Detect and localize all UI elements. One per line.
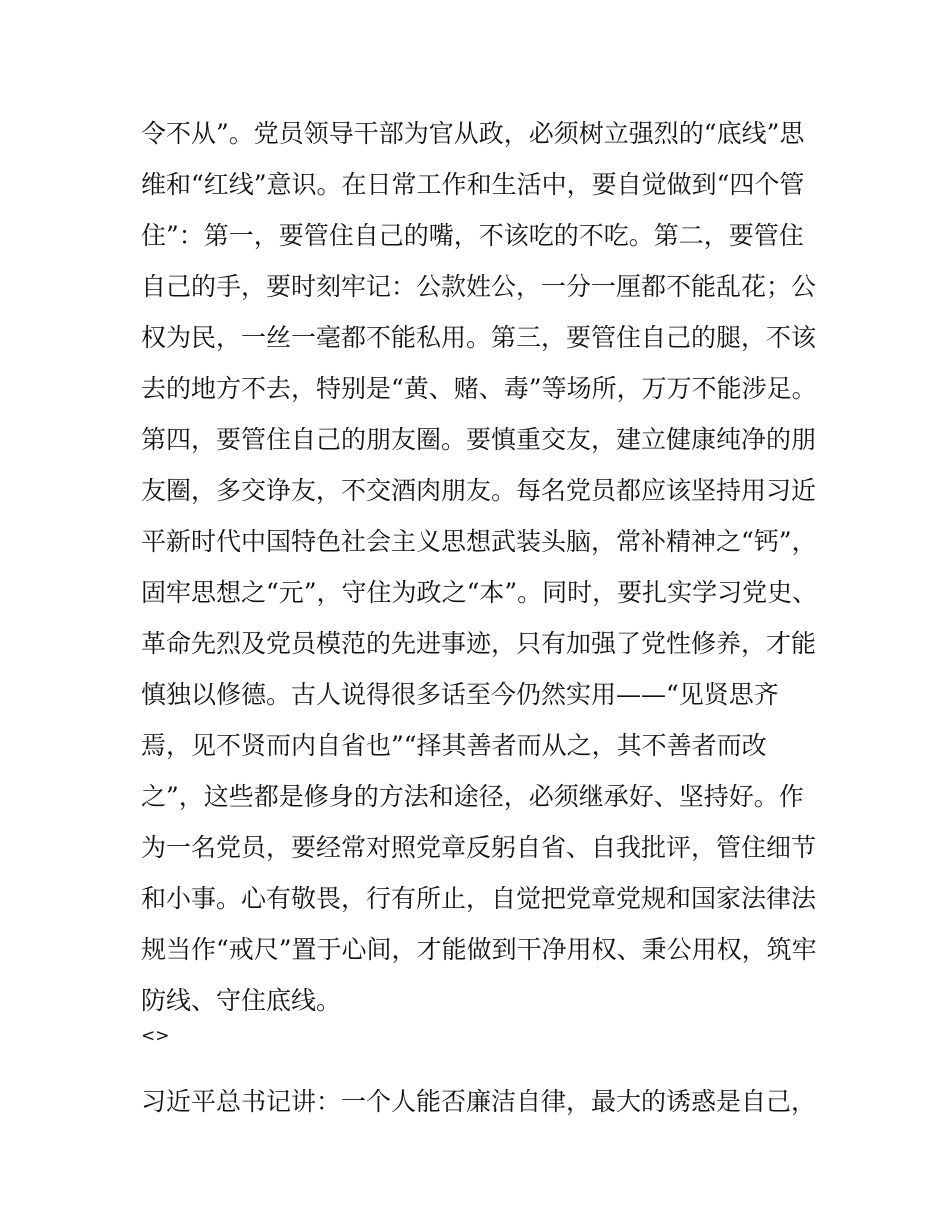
paragraph-line: 去的地方不去，特别是“黄、赌、毒”等场所，万万不能涉足。: [141, 374, 817, 403]
paragraph-line: 防线、守住底线。: [141, 986, 342, 1015]
paragraph-line: 固牢思想之“元”，守住为政之“本”。同时，要扎实学习党史、: [141, 578, 818, 607]
paragraph-line: 令不从”。党员领导干部为官从政，必须树立强烈的“底线”思: [141, 119, 805, 148]
paragraph-line: 慎独以修德。古人说得很多话至今仍然实用——“见贤思齐: [141, 680, 779, 709]
paragraph-line: 革命先烈及党员模范的先进事迹，只有加强了党性修养，才能: [141, 629, 817, 658]
paragraph-line: 第四，要管住自己的朋友圈。要慎重交友，建立健康纯净的朋: [141, 425, 817, 454]
next-paragraph-line: 习近平总书记讲：一个人能否廉洁自律，最大的诱惑是自己，: [141, 1087, 817, 1116]
paragraph-line: 和小事。心有敬畏，行有所止，自觉把党章党规和国家法律法: [141, 884, 817, 913]
body-paragraph: [141, 108, 821, 1026]
paragraph-line: 平新时代中国特色社会主义思想武装头脑，常补精神之“钙”，: [141, 527, 817, 556]
paragraph-line: 住”：第一，要管住自己的嘴，不该吃的不吃。第二，要管住: [141, 221, 804, 250]
paragraph-line: 维和“红线”意识。在日常工作和生活中，要自觉做到“四个管: [141, 170, 805, 199]
paragraph-line: 权为民，一丝一毫都不能私用。第三，要管住自己的腿，不该: [141, 323, 817, 352]
paragraph-line: 焉，见不贤而内自省也”“择其善者而从之，其不善者而改: [141, 731, 767, 760]
paragraph-line: 自己的手，要时刻牢记：公款姓公，一分一厘都不能乱花；公: [141, 272, 817, 301]
paragraph-line: 为一名党员，要经常对照党章反躬自省、自我批评，管住细节: [141, 833, 817, 862]
section-separator: <>: [141, 1026, 170, 1046]
paragraph-line: 友圈，多交诤友，不交酒肉朋友。每名党员都应该坚持用习近: [141, 476, 817, 505]
paragraph-line: 规当作“戒尺”置于心间，才能做到干净用权、秉公用权，筑牢: [141, 935, 817, 964]
paragraph-line: 之”，这些都是修身的方法和途径，必须继承好、坚持好。作: [141, 782, 804, 811]
